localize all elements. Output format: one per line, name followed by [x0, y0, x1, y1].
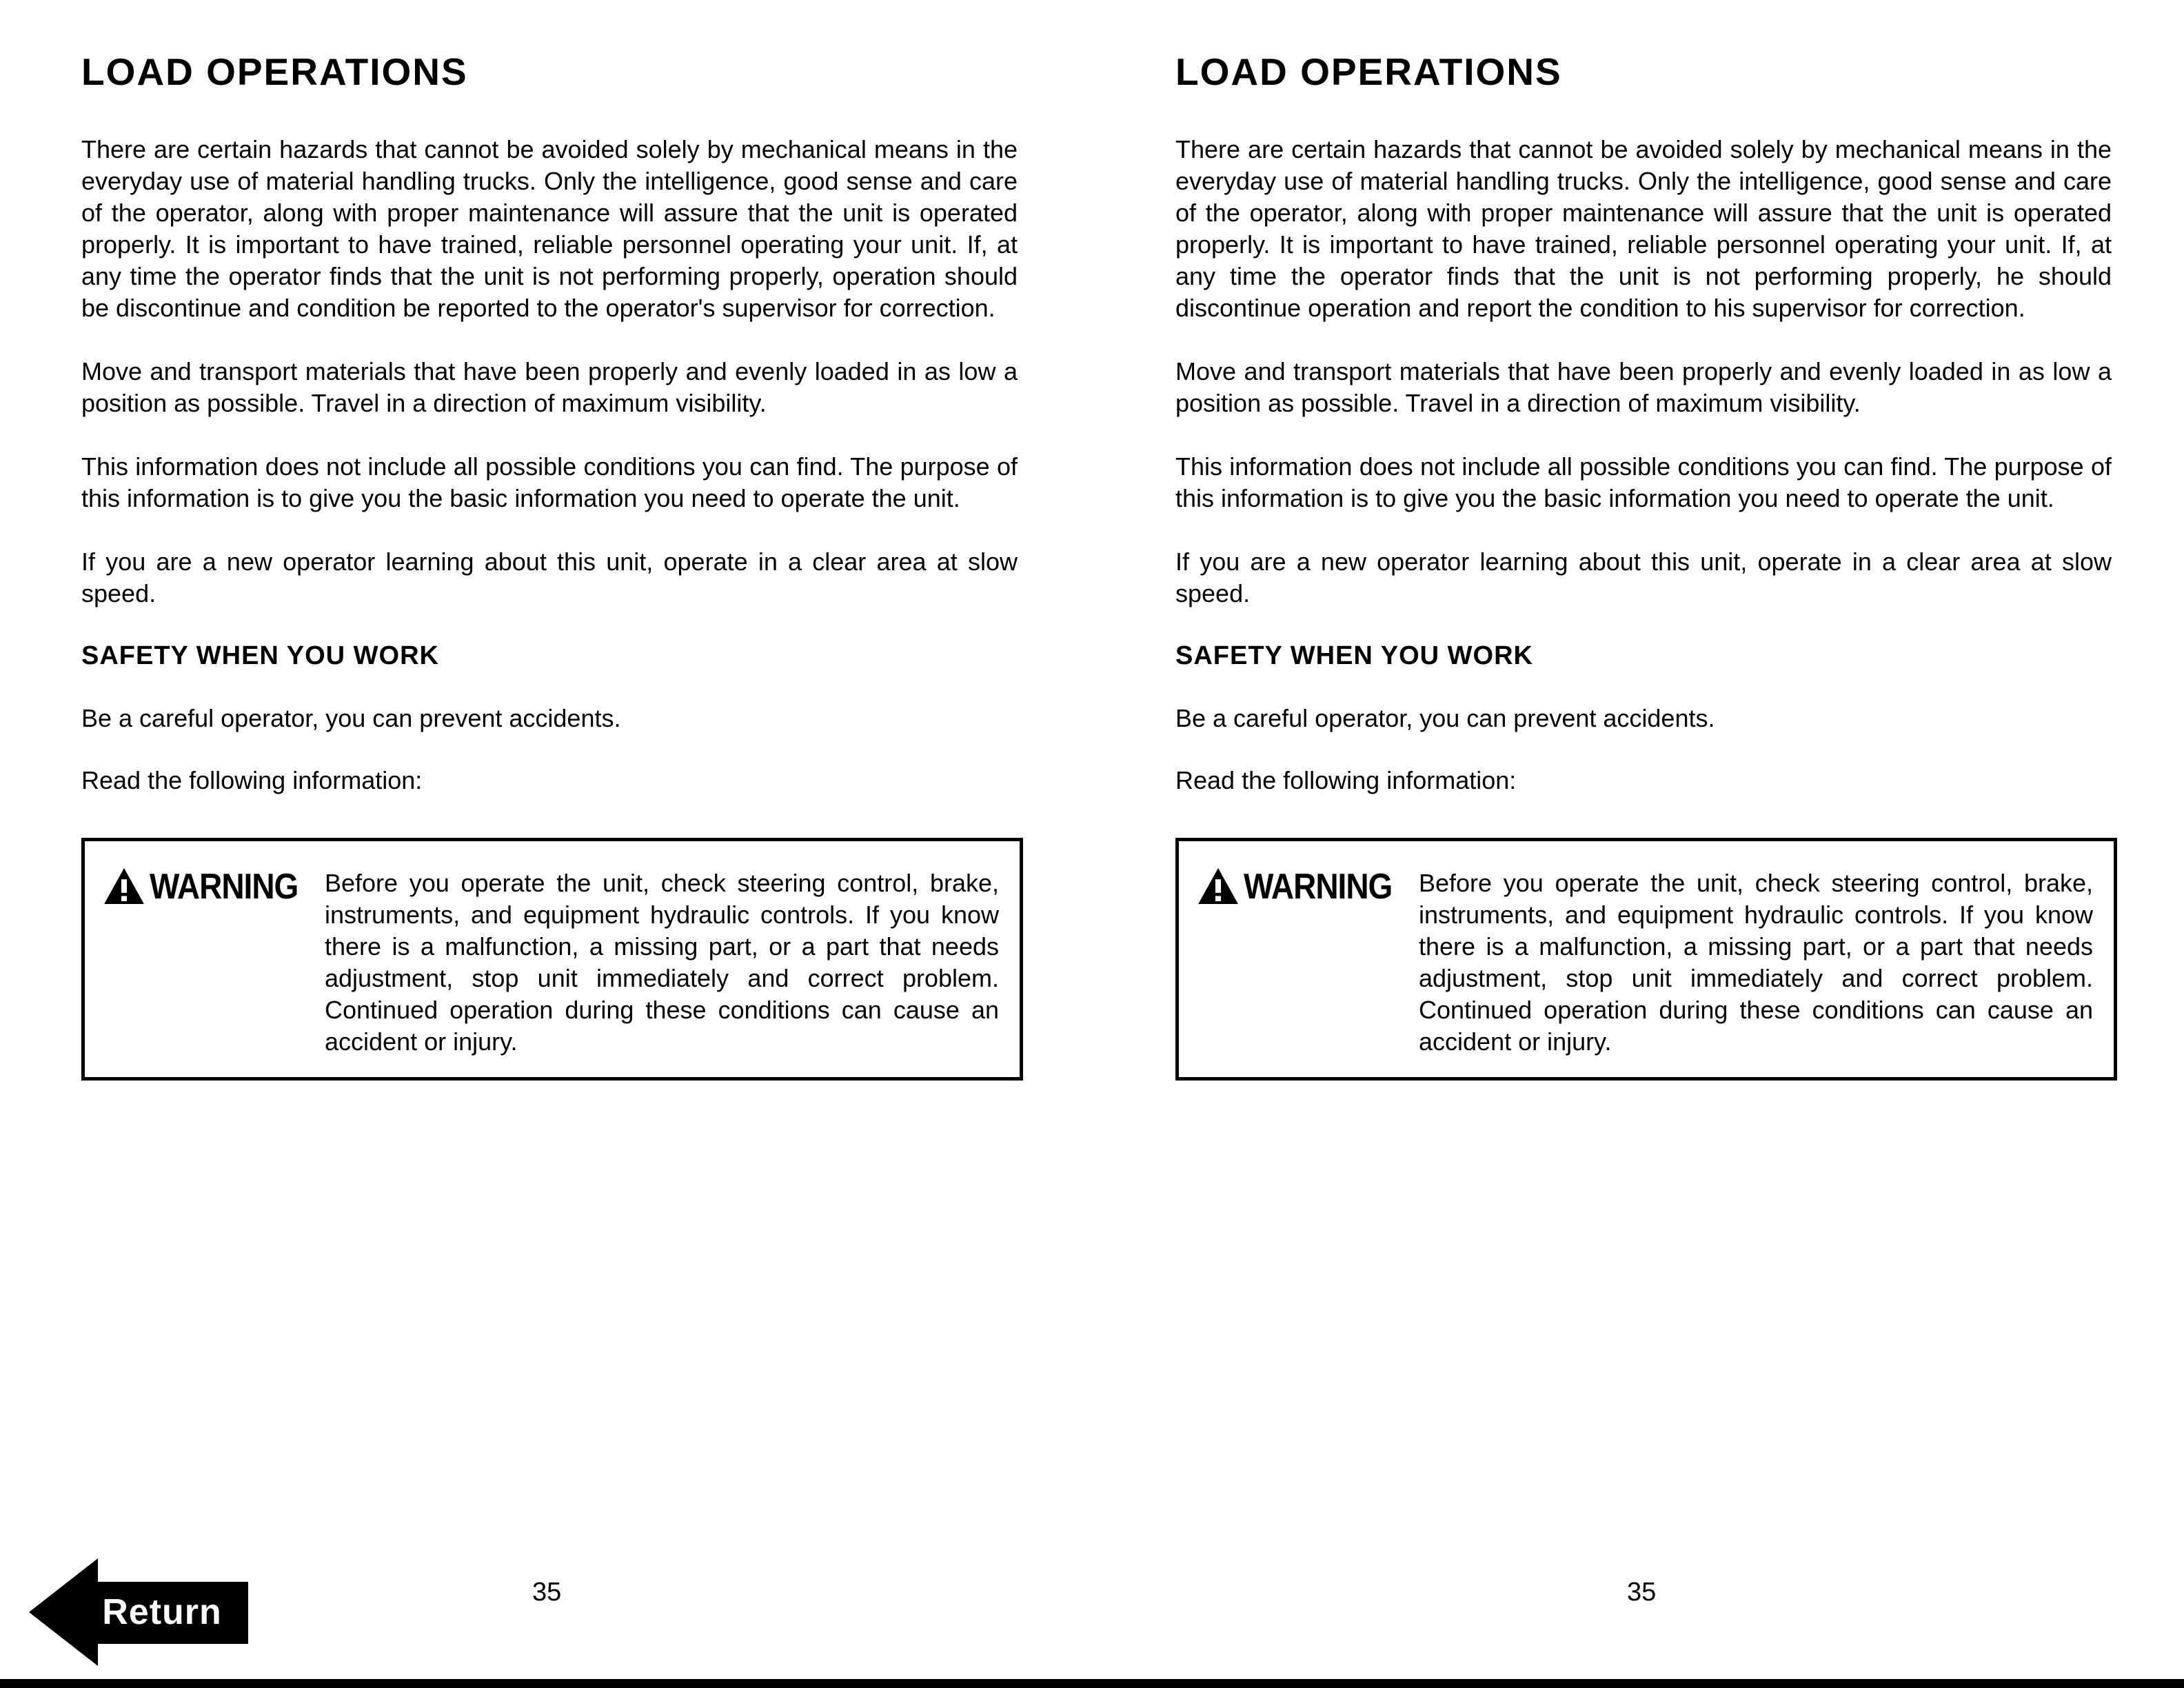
- page-number-left: 35: [532, 1578, 562, 1607]
- warning-text: Before you operate the unit, check steering control, brake, instruments, and equipment hydraulic controls. If you know there is a malfunction, a missing part, or a part that needs adjustment, stop unit immediately and correct problem. Continued operation during these conditions can cause an accident or injury.: [1419, 869, 2093, 1056]
- section-heading-safety: SAFETY WHEN YOU WORK: [1175, 641, 1533, 670]
- page-column-left: [81, 50, 1018, 1081]
- page-title: LOAD OPERATIONS: [81, 50, 468, 93]
- warning-label-text: WARNING: [1244, 865, 1393, 907]
- bottom-edge-bar: [0, 1679, 2184, 1688]
- warning-text: Before you operate the unit, check steering control, brake, instruments, and equipment hydraulic controls. If you know there is a malfunction, a missing part, or a part that needs adjustment, stop unit immediately and correct problem. Continued operation during these conditions can cause an accident or injury.: [325, 869, 999, 1056]
- paragraph-information: This information does not include all possible conditions you can find. The purpose of this information is to give you the basic information you need to operate the unit.: [1175, 452, 2112, 512]
- warning-triangle-icon: [1198, 868, 1238, 904]
- paragraph-new-operator: If you are a new operator learning about this unit, operate in a clear area at slow speed.: [81, 547, 1018, 607]
- return-button[interactable]: [29, 1553, 248, 1671]
- paragraph-hazards: There are certain hazards that cannot be avoided solely by mechanical means in the everyday use of material handling trucks. Only the intelligence, good sense and care of the operator, along with proper maintenance will assure that the unit is operated properly. It is important to have trained, reliable personnel operating your unit. If, at any time the operator finds that the unit is not performing properly, operation should be discontinue and condition be reported to the operator's supervisor for correction.: [81, 135, 1018, 322]
- line-careful-operator: Be a careful operator, you can prevent accidents.: [1175, 704, 1715, 732]
- return-button-label: Return: [102, 1592, 222, 1632]
- warning-box: [81, 838, 1023, 1081]
- line-read-information: Read the following information:: [1175, 766, 1517, 794]
- paragraph-information: This information does not include all possible conditions you can find. The purpose of this information is to give you the basic information you need to operate the unit.: [81, 452, 1018, 512]
- line-careful-operator: Be a careful operator, you can prevent accidents.: [81, 704, 621, 732]
- warning-label-text: WARNING: [150, 865, 299, 907]
- page-number-right: 35: [1627, 1578, 1657, 1607]
- warning-triangle-icon: [104, 868, 144, 904]
- paragraph-move-transport: Move and transport materials that have been properly and evenly loaded in as low a position as possible. Travel in a direction of maximum visibility.: [1175, 357, 2112, 417]
- paragraph-new-operator: If you are a new operator learning about this unit, operate in a clear area at slow speed.: [1175, 547, 2112, 607]
- line-read-information: Read the following information:: [81, 766, 423, 794]
- warning-box: [1175, 838, 2117, 1081]
- page-title: LOAD OPERATIONS: [1175, 50, 1562, 93]
- page-column-right: [1175, 50, 2112, 1081]
- warning-label: [104, 867, 325, 905]
- warning-label: [1198, 867, 1419, 905]
- paragraph-move-transport: Move and transport materials that have been properly and evenly loaded in as low a position as possible. Travel in a direction of maximum visibility.: [81, 357, 1018, 417]
- section-heading-safety: SAFETY WHEN YOU WORK: [81, 641, 439, 670]
- paragraph-hazards: There are certain hazards that cannot be avoided solely by mechanical means in the everyday use of material handling trucks. Only the intelligence, good sense and care of the operator, along with proper maintenance will assure that the unit is operated properly. It is important to have trained, reliable personnel operating your unit. If, at any time the operator finds that the unit is not performing properly, he should discontinue operation and report the condition to his supervisor for correction.: [1175, 135, 2112, 322]
